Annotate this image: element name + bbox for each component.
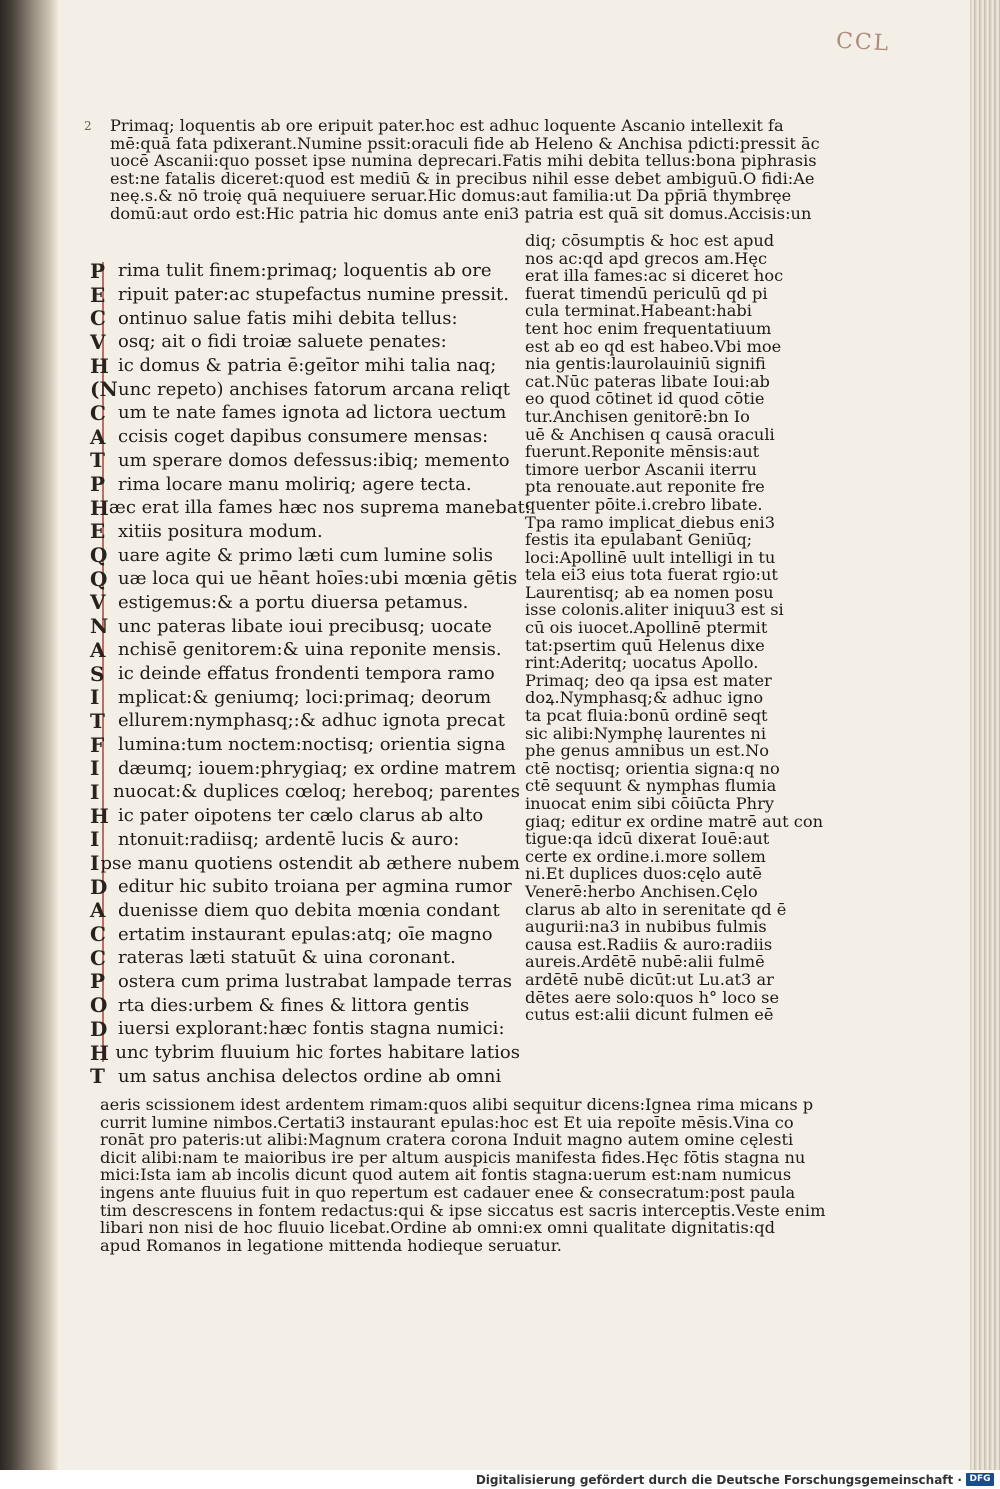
verse-text-column [90, 258, 531, 1089]
commentary-line: Venerē:herbo Anchisen.Cęlo [525, 881, 758, 901]
verse-line [90, 875, 520, 899]
verse-initial: C [90, 306, 106, 331]
verse-line [90, 756, 520, 780]
verse-text: unc repeto) anchises fatorum arcana reliqt [118, 378, 511, 400]
verse-line [90, 1017, 520, 1041]
dfg-logo-icon: DFG [966, 1473, 994, 1486]
verse-initial: C [90, 945, 106, 970]
verse-initial: P [90, 472, 106, 497]
verse-text: pse manu quotiens ostendit ab æthere nubem [100, 852, 520, 874]
commentary-line: aeris scissionem idest ardentem rimam:quos alibi sequitur dicens:Ignea rima micans p [100, 1095, 814, 1114]
verse-text: unc pateras libate ioui precibusq; uocate [118, 615, 492, 637]
verse-initial: I [90, 827, 100, 852]
commentary-line: tim descrescens in fontem redactus:qui & ipse siccatus est sacris interceptis.Veste enim [100, 1200, 826, 1220]
verse-line [90, 828, 520, 852]
verse-text: uæ loca qui ue hēant hoīes:ubi mœnia gētis [118, 568, 518, 590]
verse-text: unc tybrim fluuium hic fortes habitare latios [115, 1042, 520, 1064]
digitization-footer [0, 1470, 1000, 1489]
verse-initial: T [90, 708, 105, 733]
verse-text: ontinuo salue fatis mihi debita tellus: [118, 307, 458, 329]
verse-initial: H [90, 353, 109, 378]
commentary-line: apud Romanos in legatione mittenda hodieque seruatur. [100, 1235, 562, 1255]
verse-line [90, 1064, 520, 1088]
commentary-line: ronāt pro pateris:ut alibi:Magnum cratera corona Induit magno autem omine cęlesti [100, 1130, 794, 1150]
verse-line [90, 567, 520, 591]
commentary-line: ta pcat fluia:bonū ordinē seqt [525, 706, 768, 726]
commentary-line: ctē sequunt & nymphas flumia [525, 776, 777, 796]
verse-initial: C [90, 400, 106, 425]
commentary-line: timore uerbor Ascanii iterru [525, 459, 757, 479]
commentary-line: certe ex ordine.i.more sollem [525, 846, 766, 866]
commentary-line: Laurentisq; ab ea nomen posu [525, 582, 774, 602]
commentary-line: cutus est:alii dicunt fulmen eē [525, 1005, 774, 1025]
commentary-line: diq; cōsumptis & hoc est apud [525, 231, 775, 250]
verse-initial: E [90, 282, 106, 307]
commentary-line: cū ois iuocet.Apollinē ptermit [525, 618, 768, 638]
commentary-line: loci:Apollinē uult intelligi in tu [525, 547, 776, 567]
commentary-line: causa est.Radiis & auro:radiis [525, 934, 773, 954]
commentary-line: Primaq; deo qa ipsa est mater [525, 670, 772, 690]
verse-line [90, 614, 520, 638]
verse-line [90, 899, 520, 923]
footer-credit: Digitalisierung gefördert durch die Deutsche Forschungsgemeinschaft · [475, 1473, 962, 1487]
verse-line [90, 638, 520, 662]
margin-mark: 2 [84, 119, 92, 133]
commentary-line: est ab eo qd est habeo.Vbi moe [525, 336, 782, 356]
verse-text: ccisis coget dapibus consumere mensas: [118, 426, 489, 448]
commentary-line: ingens ante fluuius fuit in quo repertum est cadauer enee & consecratum:post paula [100, 1182, 796, 1202]
commentary-line: ardētē nubē dicūt:ut Lu.at3 ar [525, 969, 774, 989]
commentary-line: quenter pōite.i.crebro libate. [525, 494, 763, 514]
verse-text: ripuit pater:ac stupefactus numine pressit. [118, 284, 509, 306]
verse-line [90, 780, 520, 804]
verse-initial: T [90, 448, 105, 473]
commentary-line: nos ac:qd apd grecos am.Hęc [525, 248, 768, 268]
verse-text: rima locare manu moliriq; agere tecta. [118, 473, 472, 495]
commentary-line: ctē noctisq; orientia signa:q no [525, 758, 780, 778]
verse-text: ostera cum prima lustrabat lampade terras [118, 970, 513, 992]
verse-line [90, 922, 520, 946]
verse-text: ntonuit:radiisq; ardentē lucis & auro: [118, 828, 460, 850]
commentary-top-block [110, 116, 820, 223]
verse-initial: Q [90, 566, 108, 591]
verse-text: nuocat:& duplices cœloq; hereboq; parentes [113, 781, 520, 803]
verse-initial: C [90, 922, 106, 947]
verse-initial: D [90, 1016, 108, 1041]
verse-text: iuersi explorant:hæc fontis stagna numici: [118, 1018, 505, 1040]
commentary-line: uocē Ascanii:quo posset ipse numina deprecari.Fatis mihi debita tellus:bona piphrasis [110, 151, 817, 171]
verse-text: lumina:tum noctem:noctisq; orientia signa [118, 734, 506, 756]
verse-line [90, 709, 520, 733]
commentary-line: eo quod cōtinet id quod cōtie [525, 389, 765, 409]
commentary-line: est:ne fatalis diceret:quod est mediū & in precibus nihil esse debet ambiguū.O fidi:Ae [110, 168, 815, 188]
commentary-line: tent hoc enim frequentatiuum [525, 318, 772, 338]
commentary-line: currit lumine nimbos.Certati3 instaurant epulas:hoc est Et uia repoīte mēsis.Vina co [100, 1112, 794, 1132]
verse-line [90, 993, 520, 1017]
commentary-line: uē & Anchisen q causā oraculi [525, 424, 775, 444]
verse-text: xitiis positura modum. [118, 520, 323, 542]
verse-initial: V [90, 329, 106, 354]
verse-line [90, 946, 520, 970]
verse-line [90, 449, 520, 473]
verse-initial: I [90, 779, 100, 804]
commentary-line: cat.Nūc pateras libate Ioui:ab [525, 371, 770, 391]
verse-text: uare agite & primo læti cum lumine solis [118, 544, 493, 566]
verse-initial: P [90, 258, 106, 283]
verse-text: rta dies:urbem & fines & littora gentis [118, 994, 470, 1016]
verse-text: dæumq; iouem:phrygiaq; ex ordine matrem [118, 757, 517, 779]
verse-line [90, 401, 520, 425]
verse-text: ic deinde effatus frondenti tempora ramo [118, 663, 495, 685]
verse-line [90, 851, 520, 875]
verse-line [90, 259, 520, 283]
verse-text: rateras læti statuūt & uina coronant. [118, 947, 456, 969]
commentary-line: pta renouate.aut reponite fre [525, 477, 765, 497]
verse-line [90, 354, 520, 378]
commentary-line: augurii:na3 in nubibus fulmis [525, 917, 767, 937]
verse-line [90, 543, 520, 567]
commentary-line: phe genus amnibus un est.No [525, 741, 770, 761]
verse-line [90, 733, 520, 757]
commentary-line: Tpa ramo implicat diebus eni3 [525, 512, 776, 532]
verse-initial: E [90, 519, 106, 544]
verse-text: ellurem:nymphasq;:& adhuc ignota precat [118, 710, 505, 732]
verse-line [90, 520, 520, 544]
commentary-line: festis ita epulabant̄ Geniūq; [525, 530, 753, 550]
commentary-line: fuerunt.Reponite mēnsis:aut [525, 442, 760, 462]
verse-initial: N [90, 614, 109, 639]
verse-text: æc erat illa fames hæc nos suprema manebat: [108, 497, 531, 519]
commentary-line: sic alibi:Nymphę laurentes ni [525, 723, 767, 743]
verse-initial: T [90, 1064, 105, 1089]
verse-initial: (N [90, 377, 118, 402]
commentary-line: tat:psertim quū Helenus dixe [525, 635, 765, 655]
verse-initial: O [90, 993, 108, 1018]
verse-line [90, 425, 520, 449]
verse-initial: D [90, 874, 108, 899]
commentary-line: neę.s.& nō troię quā nequiuere seruar.Hic domus:aut familia:ut Da pp̄riā thymbręe [110, 186, 792, 206]
verse-line [90, 472, 520, 496]
commentary-line: aureis.Ardētē nubē:alii fulmē [525, 952, 765, 972]
verse-line [90, 970, 520, 994]
folio-number: CCL [835, 28, 891, 57]
commentary-line: cula terminat.Habeant:habi [525, 301, 752, 321]
verse-initial: Q [90, 543, 108, 568]
commentary-line: giaq; editur ex ordine matrē aut con [525, 811, 824, 831]
commentary-line: tur.Anchisen genitorē:bn Io [525, 406, 750, 426]
verse-line [90, 662, 520, 686]
commentary-line: clarus ab alto in serenitate qd ē [525, 899, 787, 919]
commentary-line: isse colonis.aliter iniquu3 est si [525, 600, 784, 620]
verse-initial: I [90, 685, 100, 710]
facing-page-bleed [2, 70, 42, 1420]
commentary-line: ni.Et duplices duos:cęlo autē [525, 864, 762, 884]
verse-text: osq; ait o fidi troiæ saluete penates: [118, 331, 447, 353]
commentary-bottom-block [100, 1095, 826, 1255]
verse-initial: H [90, 495, 109, 520]
commentary-line: mici:Ista iam ab incolis dicunt quod autem ait fontis stagna:uerum est:nam numicus [100, 1165, 792, 1185]
commentary-line: fuerat timendū periculū qd pi [525, 283, 768, 303]
verse-initial: F [90, 732, 105, 757]
verse-line [90, 804, 520, 828]
verse-initial: A [90, 424, 106, 449]
commentary-line: inuocat enim sibi cōiūcta Phry [525, 794, 774, 813]
verse-line [90, 495, 531, 520]
verse-initial: S [90, 661, 105, 686]
verse-text: editur hic subito troiana per agmina rumor [118, 876, 512, 898]
verse-line [90, 377, 520, 401]
commentary-line: dētes aere solo:quos h° loco se [525, 987, 780, 1007]
verse-initial: P [90, 969, 106, 994]
commentary-side-column [525, 231, 824, 1025]
commentary-line: nia gentis:laurolauiniū signifi [525, 354, 766, 374]
verse-line [90, 685, 520, 709]
verse-text: um sperare domos defessus:ibiq; memento [118, 449, 510, 471]
verse-text: ertatim instaurant epulas:atq; oīe magno [118, 923, 493, 945]
verse-initial: H [90, 803, 109, 828]
verse-initial: I [90, 756, 100, 781]
verse-initial: H [90, 1040, 109, 1065]
verse-initial: I [90, 851, 100, 876]
verse-text: ic pater oipotens ter cælo clarus ab alto [118, 805, 484, 827]
commentary-line: rint:Aderitq; uocatus Apollo. [525, 653, 759, 673]
commentary-line: mē:quā fata pdixerant.Numine pssit:oraculi fide ab Heleno & Anchisa pdicti:pressit āc [110, 133, 820, 153]
verse-line [90, 283, 520, 307]
verse-initial: A [90, 898, 106, 923]
verse-text: ic domus & patria ē:geītor mihi talia naq; [118, 355, 497, 377]
verse-line [90, 591, 520, 615]
verse-line [90, 306, 520, 330]
commentary-line: tela ei3 eius tota fuerat rgio:ut [525, 565, 778, 585]
commentary-line: erat illa fames:ac si diceret hoc [525, 266, 784, 286]
commentary-line: libari non nisi de hoc fluuio licebat.Ordine ab omni:ex omni qualitate dignitatis:qd [100, 1218, 775, 1238]
verse-line [90, 330, 520, 354]
book-binding-edge [0, 0, 58, 1470]
verse-text: duenisse diem quo debita mœnia condant [118, 899, 500, 921]
verse-text: um satus anchisa delectos ordine ab omni [118, 1065, 502, 1087]
commentary-line: dicit alibi:nam te maioribus ire per altum auspicis manifesta fides.Hęc fōtis stagna nu [100, 1147, 806, 1167]
verse-initial: V [90, 590, 106, 615]
verse-line [90, 1041, 520, 1065]
commentary-line: tigue:qa idcū dixerat Iouē:aut [525, 829, 770, 849]
verse-text: estigemus:& a portu diuersa petamus. [118, 591, 469, 613]
commentary-line: doꝝ.Nymphasq;& adhuc igno [525, 688, 764, 708]
verse-text: um te nate fames ignota ad lictora uectum [118, 402, 507, 424]
verse-text: rima tulit finem:primaq; loquentis ab ore [118, 260, 492, 282]
verse-text: mplicat:& geniumq; loci:primaq; deorum [118, 686, 492, 708]
commentary-line: domū:aut ordo est:Hic patria hic domus ante eni3 patria est quā sit domus.Accisis:un [110, 203, 812, 223]
verse-text: nchisē genitorem:& uina reponite mensis. [118, 639, 502, 661]
page-fore-edge [970, 0, 1000, 1470]
commentary-line: Primaq; loquentis ab ore eripuit pater.hoc est adhuc loquente Ascanio intellexit fa [110, 116, 784, 135]
verse-initial: A [90, 637, 106, 662]
